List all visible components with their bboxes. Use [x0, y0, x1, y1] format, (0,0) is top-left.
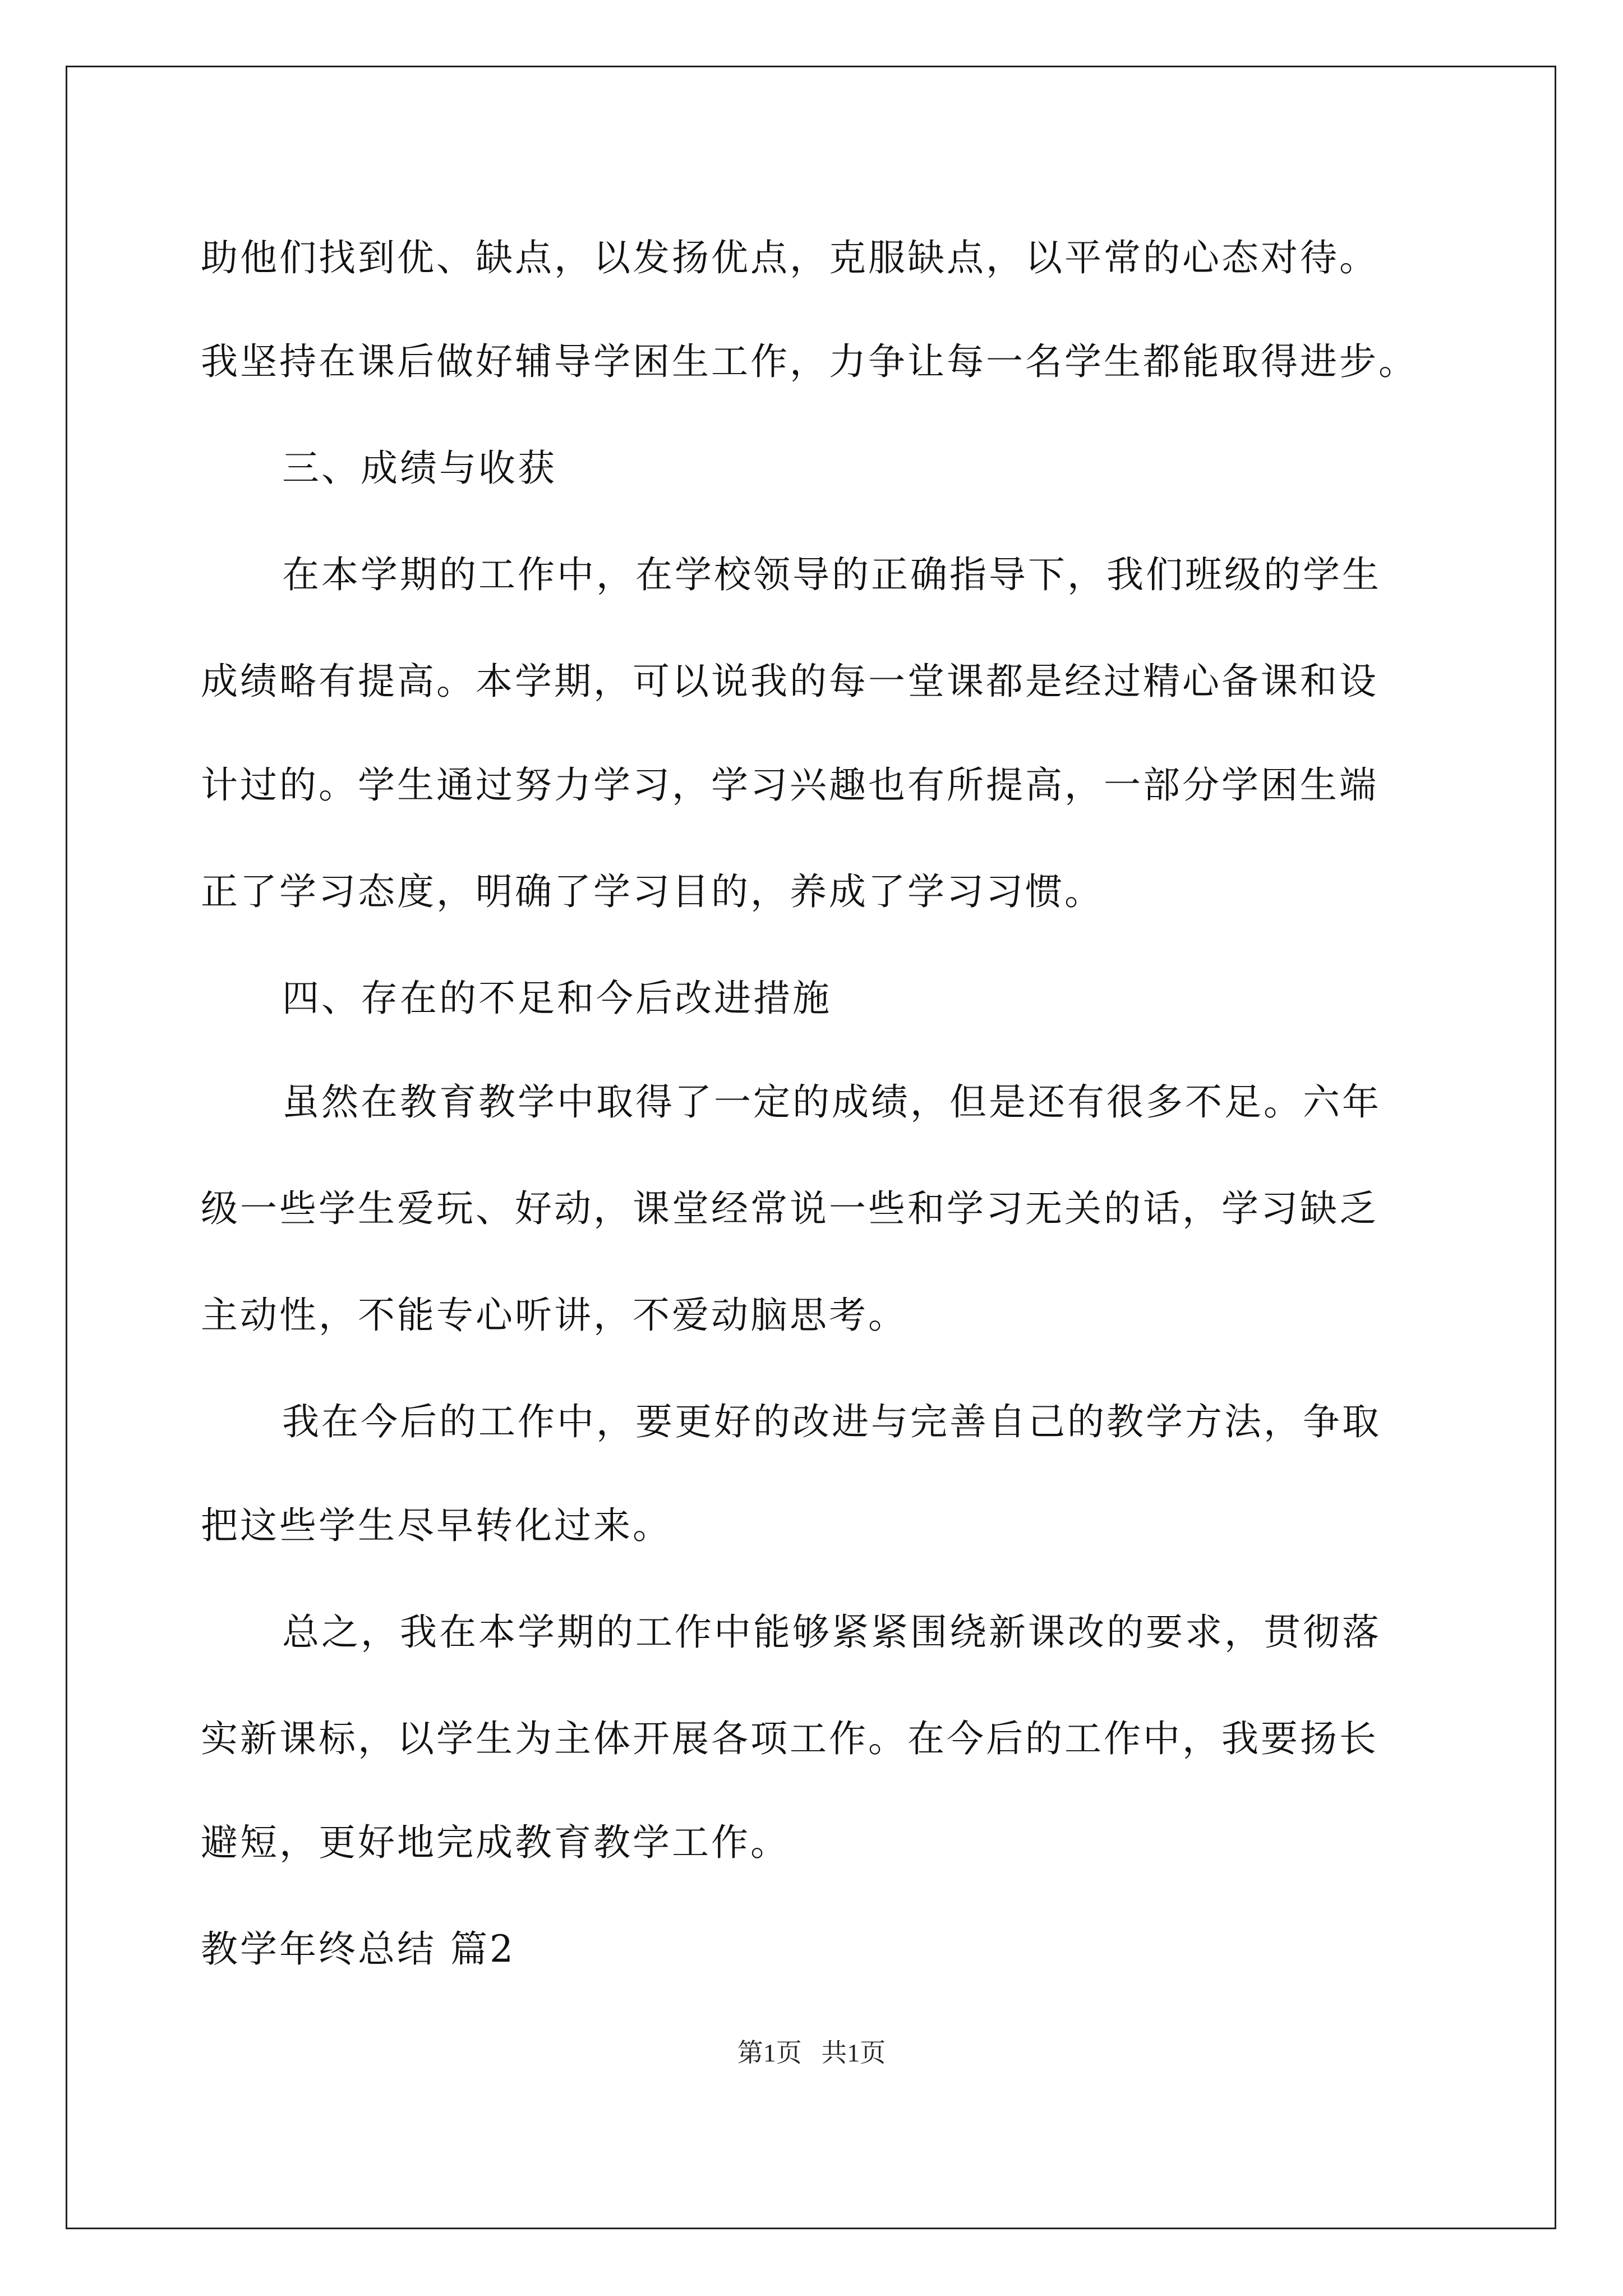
text-line-12: 我在今后的工作中，要更好的改进与完善自己的教学方法，争取	[282, 1400, 1381, 1443]
text-line-10: 级一些学生爱玩、好动，课堂经常说一些和学习无关的话，学习缺乏	[201, 1187, 1378, 1230]
text-line-9: 虽然在教育教学中取得了一定的成绩，但是还有很多不足。六年	[282, 1080, 1381, 1124]
page-footer: 第1页 共1页	[737, 2039, 886, 2067]
section-heading-4: 四、存在的不足和今后改进措施	[282, 977, 832, 1020]
text-line-13: 把这些学生尽早转化过来。	[201, 1504, 672, 1547]
text-line-7: 正了学习态度，明确了学习目的，养成了学习习惯。	[201, 870, 1104, 913]
text-line-5: 成绩略有提高。本学期，可以说我的每一堂课都是经过精心备课和设	[201, 660, 1378, 703]
article-title: 教学年终总结 篇2	[201, 1927, 515, 1971]
text-line-6: 计过的。学生通过努力学习，学习兴趣也有所提高，一部分学困生端	[201, 763, 1378, 807]
text-line-16: 避短，更好地完成教育教学工作。	[201, 1821, 790, 1864]
text-line-15: 实新课标，以学生为主体开展各项工作。在今后的工作中，我要扬长	[201, 1717, 1378, 1760]
text-line-2: 我坚持在课后做好辅导学困生工作，力争让每一名学生都能取得进步。	[201, 340, 1418, 383]
page-frame	[66, 66, 1556, 2229]
text-line-4: 在本学期的工作中，在学校领导的正确指导下，我们班级的学生	[282, 553, 1381, 596]
text-line-1: 助他们找到优、缺点，以发扬优点，克服缺点，以平常的心态对待。	[201, 236, 1378, 279]
text-line-11: 主动性，不能专心听讲，不爱动脑思考。	[201, 1294, 907, 1337]
text-line-14: 总之，我在本学期的工作中能够紧紧围绕新课改的要求，贯彻落	[282, 1611, 1381, 1654]
section-heading-3: 三、成绩与收获	[282, 447, 557, 490]
